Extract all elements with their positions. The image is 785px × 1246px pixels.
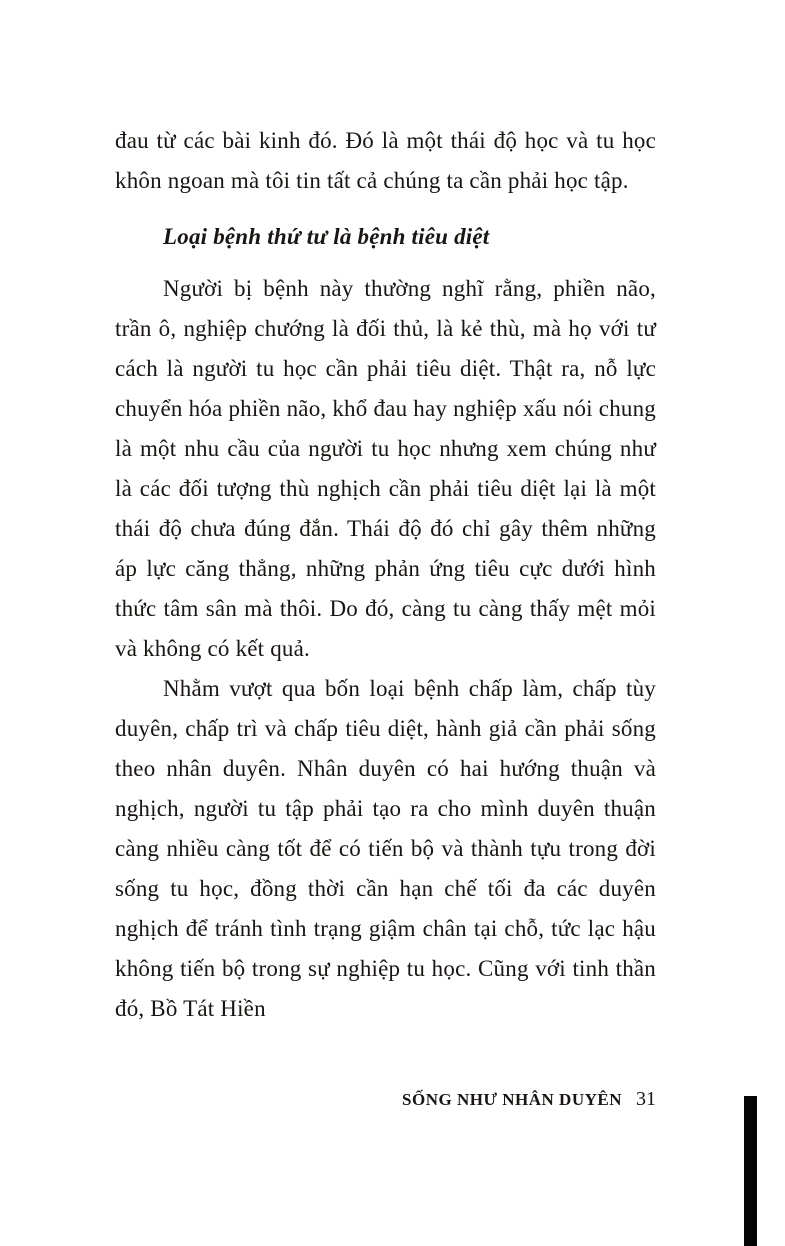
page-footer: [115, 1088, 656, 1111]
running-title: SỐNG NHƯ NHÂN DUYÊN: [402, 1090, 622, 1109]
page-edge-bar: [744, 1096, 757, 1246]
section-heading: Loại bệnh thứ tư là bệnh tiêu diệt: [163, 224, 490, 249]
page-number: 31: [636, 1088, 656, 1110]
paragraph: Nhằm vượt qua bốn loại bệnh chấp làm, chấp tùy duyên, chấp trì và chấp tiêu diệt, hành giả cần phải sống theo nhân duyên. Nhân duyên có hai hướng thuận và nghịch, người tu tập phải tạo ra cho mình duyên thuận càng nhiều càng tốt để có tiến bộ và thành tựu trong đời sống tu học, đồng thời cần hạn chế tối đa các duyên nghịch để tránh tình trạng giậm chân tại chỗ, tức lạc hậu không tiến bộ trong sự nghiệp tu học. Cũng với tinh thần đó, Bồ Tát Hiền: [115, 676, 656, 1021]
paragraph: Người bị bệnh này thường nghĩ rằng, phiền não, trần ô, nghiệp chướng là đối thủ, là kẻ thù, mà họ với tư cách là người tu học cần phải tiêu diệt. Thật ra, nỗ lực chuyển hóa phiền não, khổ đau hay nghiệp xấu nói chung là một nhu cầu của người tu học nhưng xem chúng như là các đối tượng thù nghịch cần phải tiêu diệt lại là một thái độ chưa đúng đắn. Thái độ đó chỉ gây thêm những áp lực căng thẳng, những phản ứng tiêu cực dưới hình thức tâm sân mà thôi. Do đó, càng tu càng thấy mệt mỏi và không có kết quả.: [115, 276, 656, 661]
text-block: [115, 121, 656, 1029]
paragraph-continuation: đau từ các bài kinh đó. Đó là một thái độ học và tu học khôn ngoan mà tôi tin tất cả chúng ta cần phải học tập.: [115, 128, 656, 193]
